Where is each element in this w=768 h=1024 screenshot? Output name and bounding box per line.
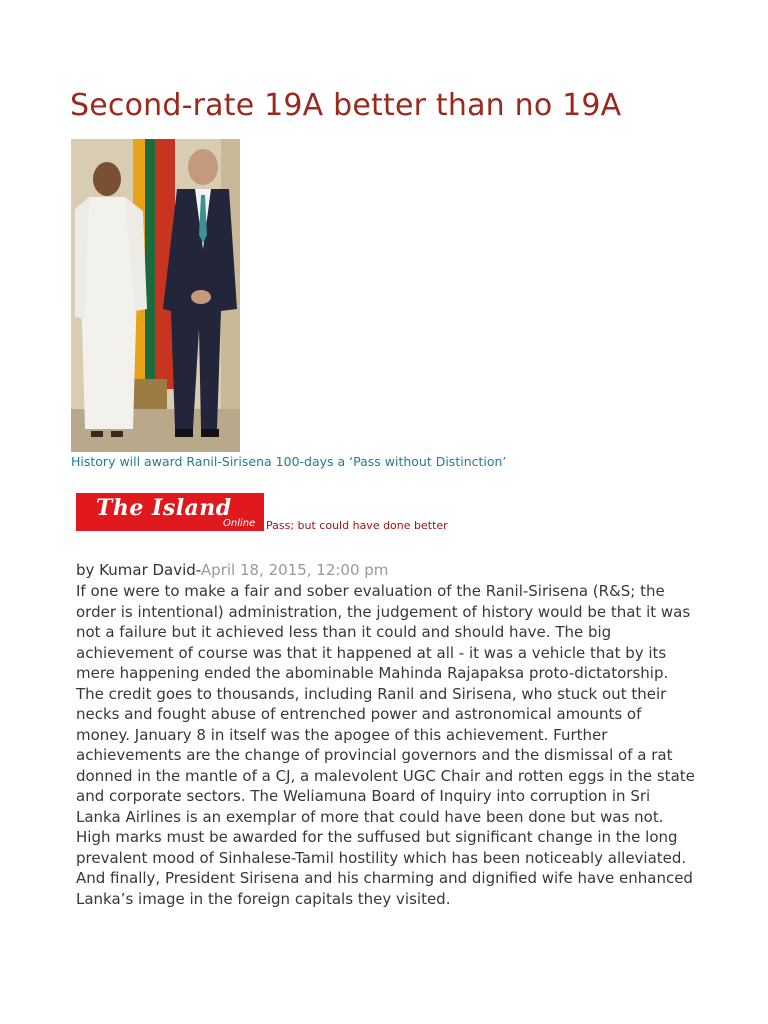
photo-caption: History will award Ranil-Sirisena 100-days a ‘Pass without Distinction’	[71, 454, 507, 469]
byline	[76, 561, 388, 579]
photo-illustration	[71, 139, 240, 452]
logo-sub-text: Online	[223, 518, 256, 529]
article-body: If one were to make a fair and sober evaluation of the Ranil-Sirisena (R&S; the order is intentional) administration, the judgement of history would be that it was not a failure but it achieved less than it could and should have. The big achievement of course was that it happened at all - it was a vehicle that by its mere happening ended the abominable Mahinda Rajapaksa proto-dictatorship. The credit goes to thousands, including Ranil and Sirisena, who stuck out their necks and fought abuse of entrenched power and astronomical amounts of money. January 8 in itself was the apogee of this achievement. Further achievements are the change of provincial governors and the dismissal of a rat donned in the mantle of a CJ, a malevolent UGC Chair and rotten eggs in the state and corporate sectors. The Weliamuna Board of Inquiry into corruption in Sri Lanka Airlines is an exemplar of more that could have been done but was not. High marks must be awarded for the suffused but significant change in the long prevalent mood of Sinhalese-Tamil hostility which has been noticeably alleviated. And finally, President Sirisena and his charming and dignified wife have enhanced Lanka’s image in the foreign capitals they visited.	[76, 582, 695, 908]
article-title: Second-rate 19A better than no 19A	[70, 88, 622, 123]
byline-author: by Kumar David-	[76, 561, 201, 579]
island-logo	[76, 493, 264, 531]
logo-main-text: The Island	[96, 495, 232, 521]
article-photo	[71, 139, 240, 452]
byline-date: April 18, 2015, 12:00 pm	[200, 561, 389, 579]
article-tagline: Pass; but could have done better	[266, 519, 448, 532]
